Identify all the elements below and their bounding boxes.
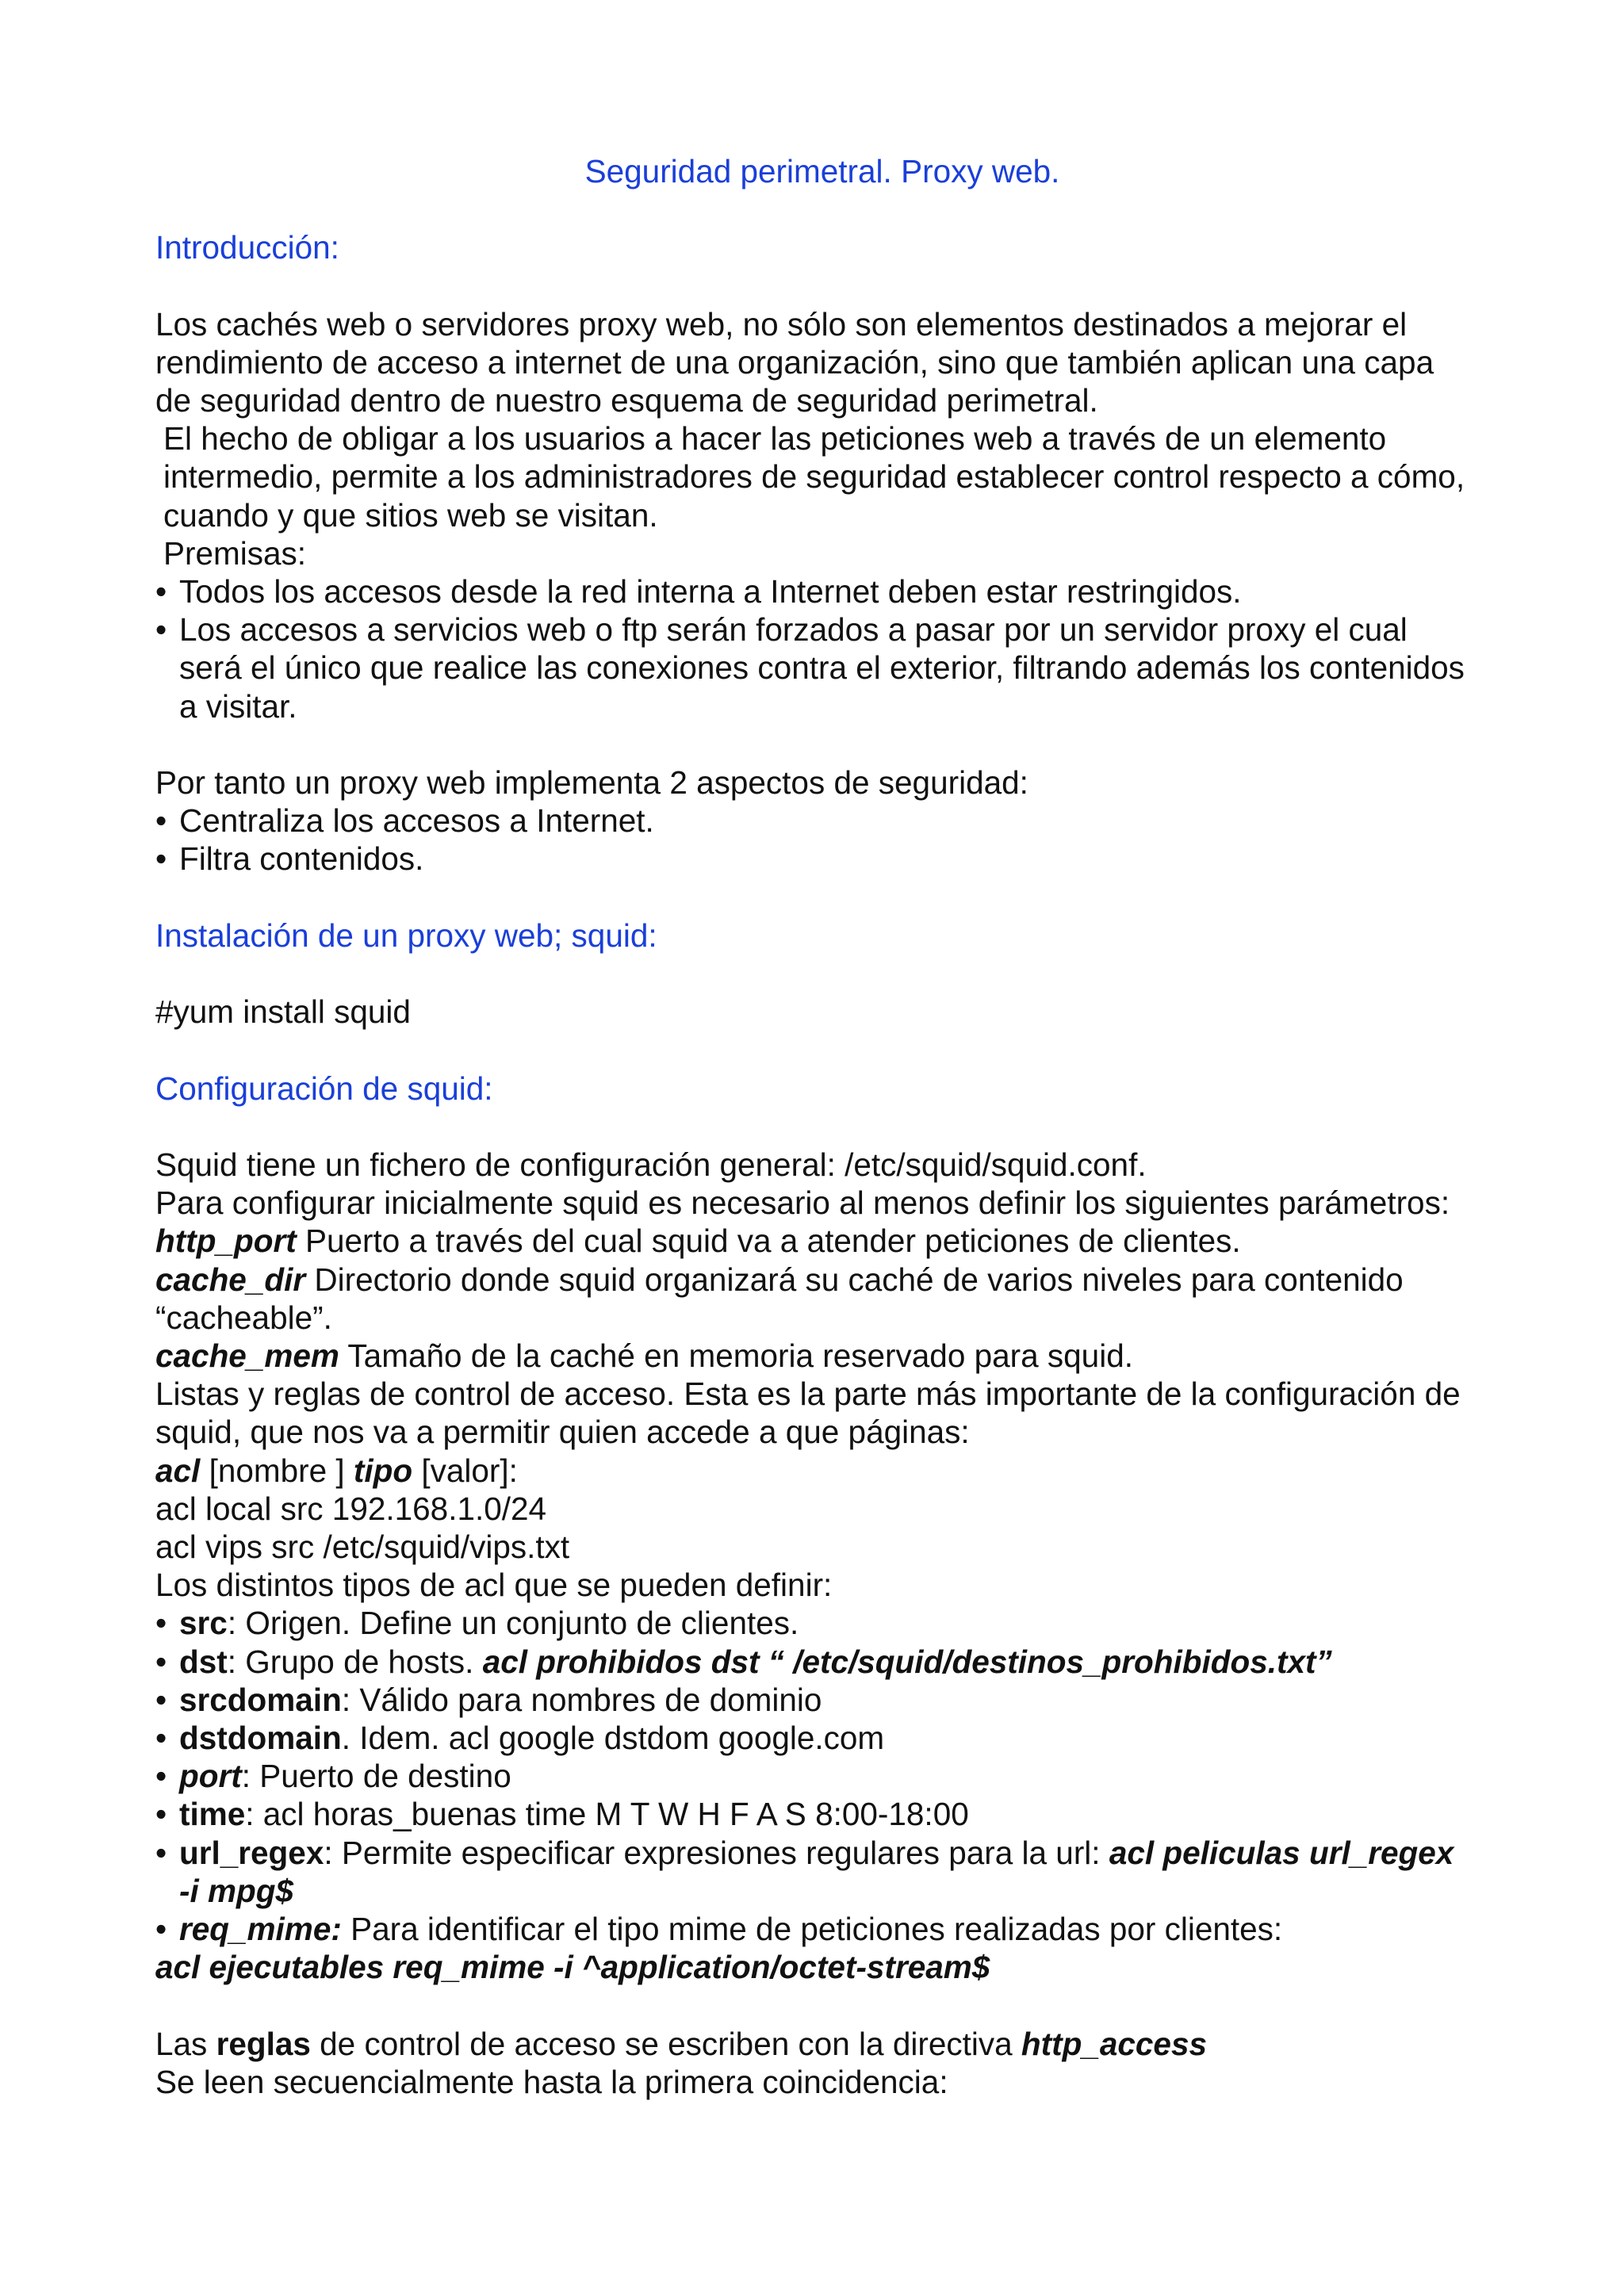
list-item [155,1795,1473,1833]
acl-type-example: acl prohibidos dst “ /etc/squid/destinos_prohibidos.txt” [482,1643,1332,1680]
list-item: • Todos los accesos desde la red interna a Internet deben estar restringidos. [155,572,1473,610]
intro-heading: Introducción: [155,229,339,266]
acl-keyword: acl [155,1452,201,1489]
acl-type-name: srcdomain [179,1681,342,1718]
param-desc: Puerto a través del cual squid va a atender peticiones de clientes. [296,1223,1241,1260]
acl-type-name: dst [179,1643,228,1680]
list-item [155,1604,1473,1642]
acl-syntax [155,1452,1473,1490]
list-item [155,1910,1473,1948]
acl-type-desc: . Idem. acl google dstdom google.com [341,1720,885,1757]
spacer [155,1031,1473,1069]
acl-type-desc: : Puerto de destino [241,1758,511,1795]
config-line-1: Squid tiene un fichero de configuración general: /etc/squid/squid.conf. [155,1146,1147,1183]
param-name: cache_dir [155,1261,306,1298]
param-name: http_port [155,1223,297,1260]
intro-paragraph: Los cachés web o servidores proxy web, no sólo son elementos destinados a mejorar el rendimiento de acceso a internet de una organización, sino que también aplican una capa de seguridad dentro de nuestro esquema de seguridad perimetral. [155,305,1434,419]
acl-type-name: dstdomain [179,1720,342,1757]
acl-syntax-text: [valor]: [412,1452,518,1489]
param-name: cache_mem [155,1337,339,1374]
aspects-intro: Por tanto un proxy web implementa 2 aspectos de seguridad: [155,764,1028,802]
rules-keyword: reglas [216,2025,311,2062]
acl-type-name: src [179,1605,228,1642]
list-item [155,1719,1473,1757]
list-item: • Filtra contenidos. [155,840,1473,878]
acl-type-example: acl peliculas url_regex -i mpg$ [179,1834,1454,1909]
spacer [155,725,1473,763]
list-item [155,1834,1473,1910]
tipo-keyword: tipo [353,1452,413,1489]
list-item: • Centraliza los accesos a Internet. [155,802,1473,840]
acl-type-desc: : Origen. Define un conjunto de clientes. [227,1605,799,1642]
acl-intro: Listas y reglas de control de acceso. Esta es la parte más importante de la configuración de squid, que nos va a permitir quien accede a que páginas: [155,1376,1461,1451]
install-command: #yum install squid [155,993,411,1031]
acl-type-name: time [179,1796,246,1833]
acl-type-desc: : Permite especificar expresiones regulares para la url: [324,1834,1109,1871]
rules-text: Las [155,2025,216,2062]
rules-line-2: Se leen secuencialmente hasta la primera coincidencia: [155,2063,948,2100]
rules-text: de control de acceso se escriben con la directiva [310,2025,1021,2062]
acl-type-desc: Para identificar el tipo mime de peticiones realizadas por clientes: [341,1911,1283,1948]
intro-paragraph-2: El hecho de obligar a los usuarios a hacer las peticiones web a través de un elemento intermedio, permite a los administradores de seguridad establecer control respecto a cómo, cuando y que sitios web se visitan. [163,420,1465,534]
acl-type-desc: : Válido para nombres de dominio [341,1681,822,1718]
config-line-2: Para configurar inicialmente squid es necesario al menos definir los siguientes parámetros: [155,1184,1450,1222]
page-title: Seguridad perimetral. Proxy web. [584,153,1060,189]
param-cache-dir [155,1261,1473,1337]
spacer [155,1108,1473,1146]
acl-syntax-text: [nombre ] [200,1452,354,1489]
premisas-list [155,572,1473,725]
list-item [155,1681,1473,1719]
param-http-port [155,1222,1473,1260]
param-cache-mem [155,1337,1473,1375]
list-item [155,1643,1473,1681]
acl-type-name: url_regex [179,1834,324,1871]
rules-line [155,2025,1473,2063]
acl-example-1: acl local src 192.168.1.0/24 [155,1490,547,1527]
spacer [155,266,1473,304]
list-item [155,1757,1473,1795]
acl-types-list [155,1604,1473,1948]
spacer [155,955,1473,993]
config-heading: Configuración de squid: [155,1070,493,1107]
install-heading: Instalación de un proxy web; squid: [155,916,657,954]
http-access-keyword: http_access [1021,2025,1207,2062]
spacer [155,878,1473,916]
list-item: • Los accesos a servicios web o ftp serán forzados a pasar por un servidor proxy el cual será el único que realice las conexiones contra el exterior, filtrando además los contenidos a visitar. [155,610,1473,725]
acl-types-intro: Los distintos tipos de acl que se pueden definir: [155,1567,833,1604]
param-desc: Tamaño de la caché en memoria reservado para squid. [339,1337,1133,1374]
param-desc: Directorio donde squid organizará su caché de varios niveles para contenido “cacheable”. [155,1261,1404,1336]
acl-type-desc: : Grupo de hosts. [227,1643,483,1680]
spacer [155,1986,1473,2024]
aspects-list [155,802,1473,878]
acl-example-2: acl vips src /etc/squid/vips.txt [155,1529,570,1566]
acl-type-name: req_mime: [179,1911,342,1948]
mime-example: acl ejecutables req_mime -i ^application/octet-stream$ [155,1949,990,1986]
premisas-label: Premisas: [163,534,307,572]
acl-type-desc: : acl horas_buenas time M T W H F A S 8:00-18:00 [245,1796,969,1833]
acl-type-name: port [179,1758,242,1795]
